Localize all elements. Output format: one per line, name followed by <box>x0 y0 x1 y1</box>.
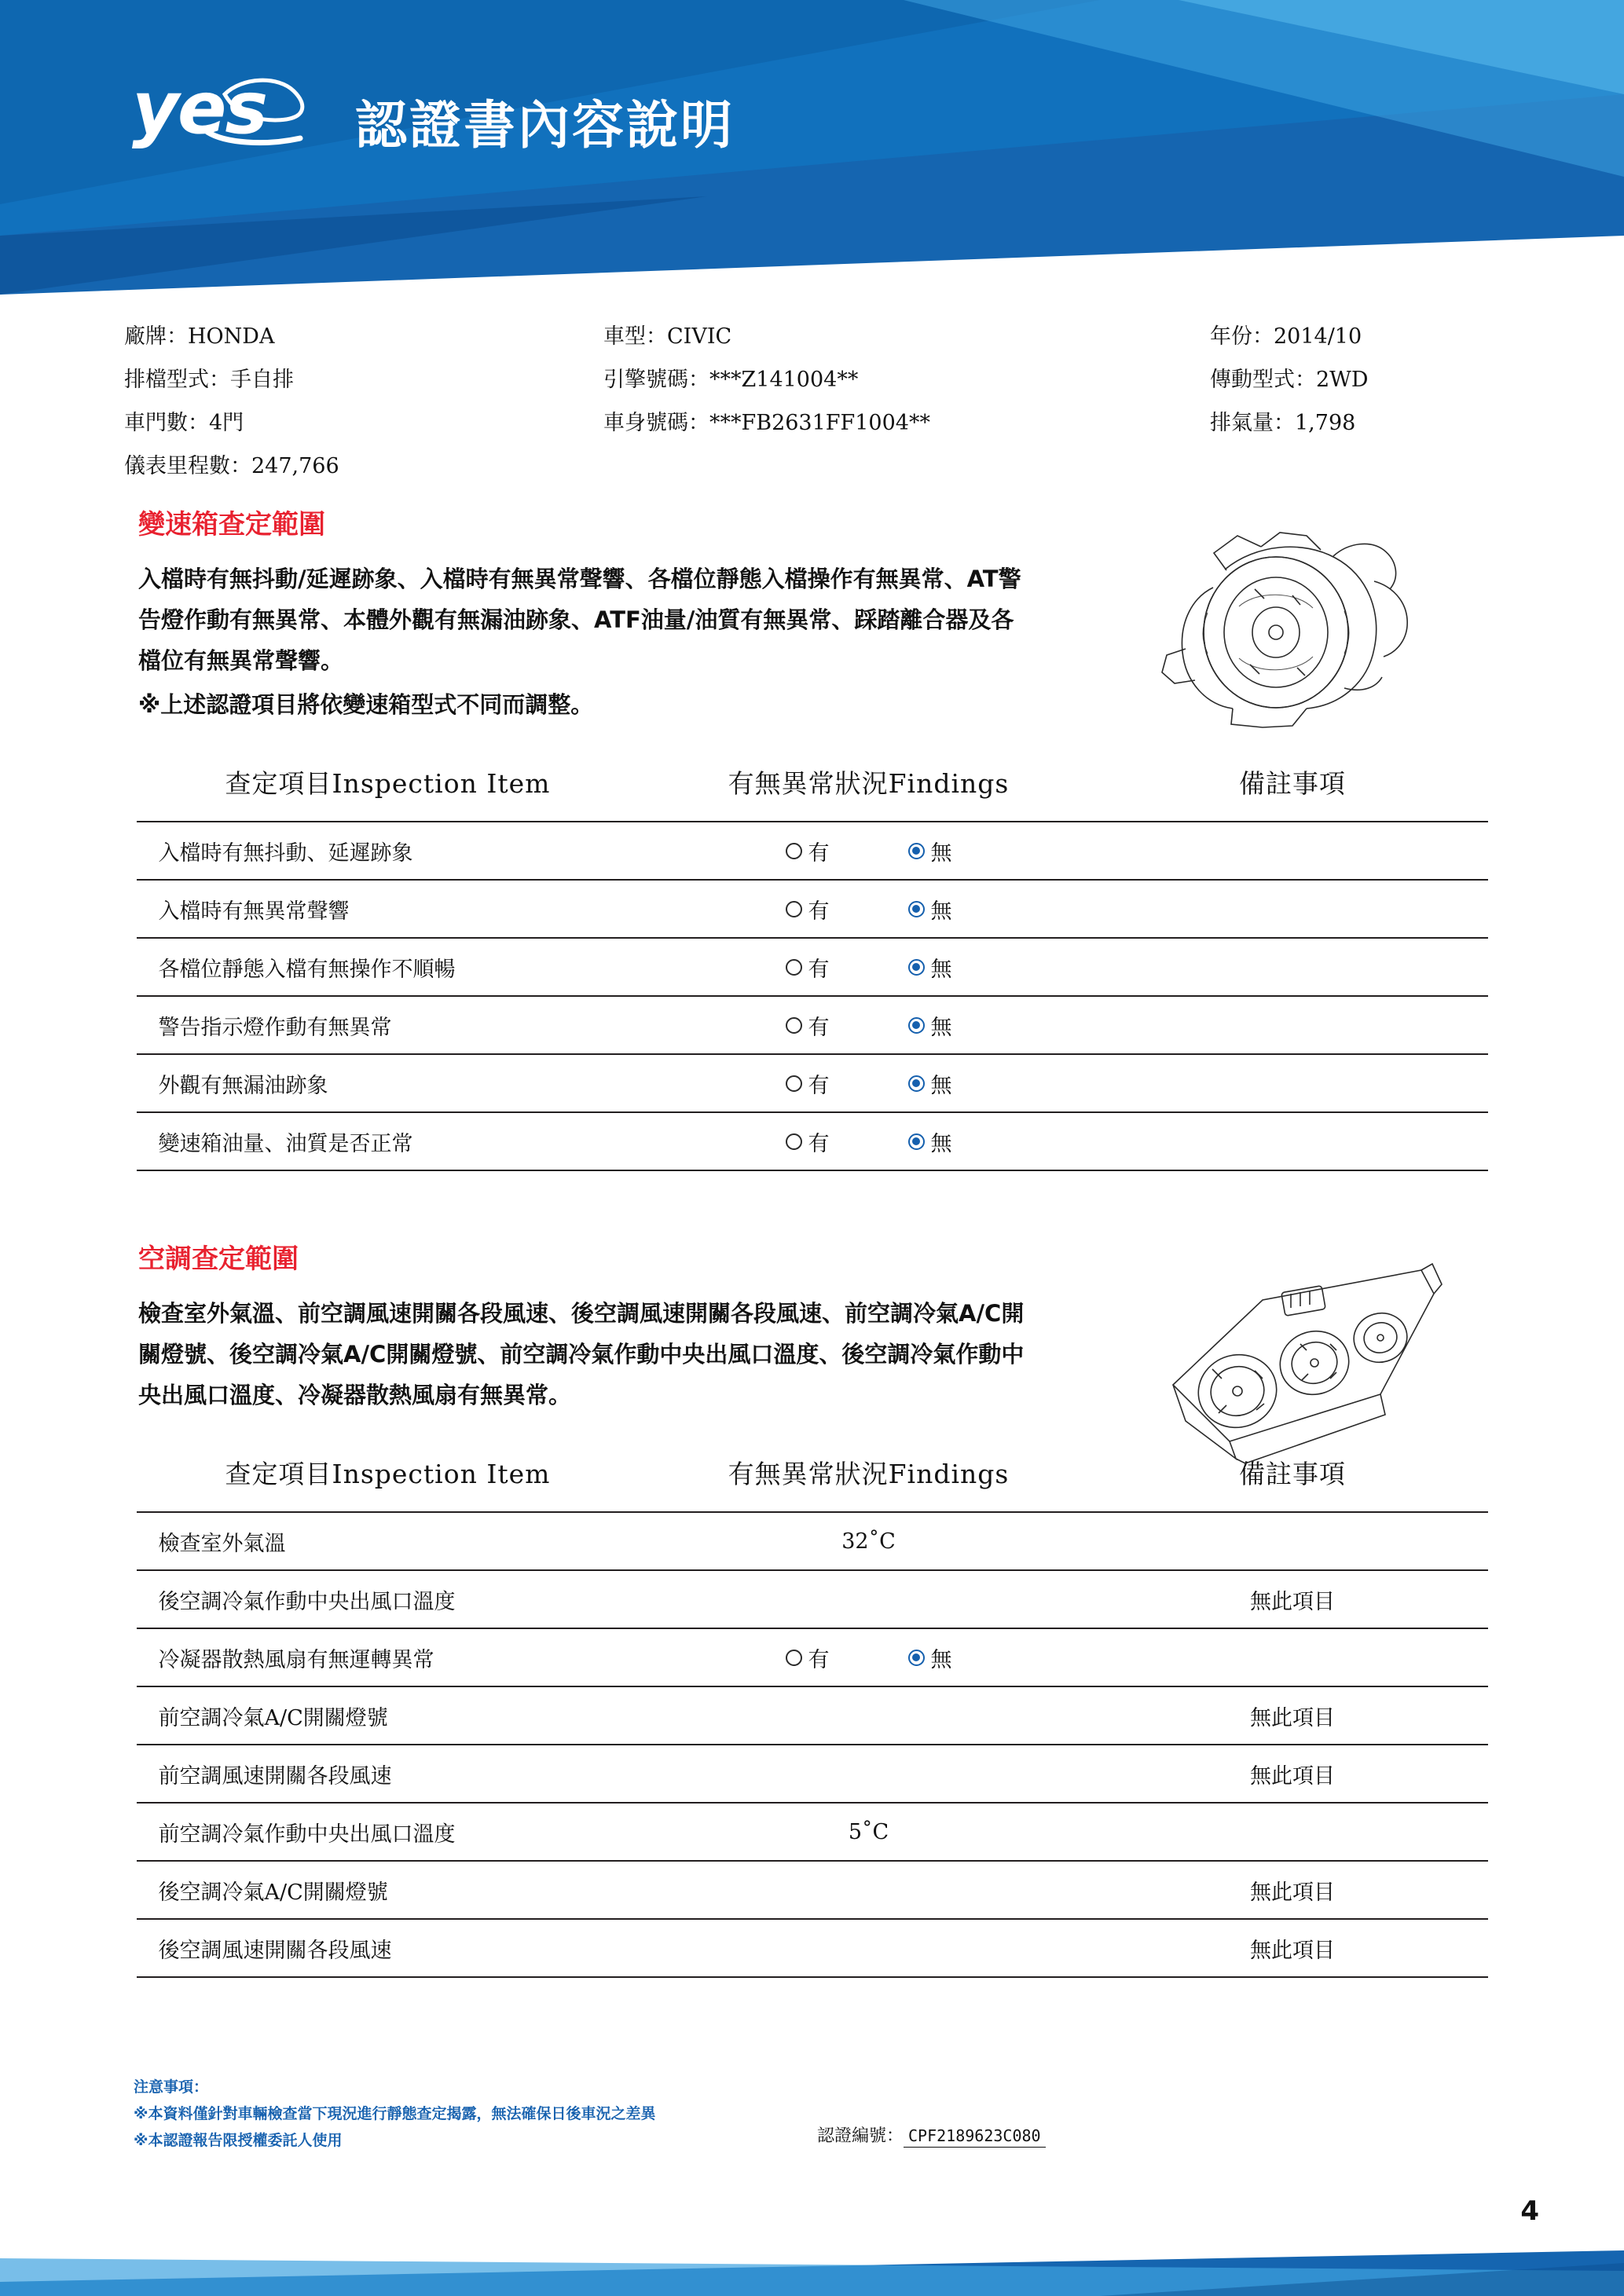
footer-notes <box>134 2074 655 2154</box>
inspection-item: 冷凝器散熱風扇有無運轉異常 <box>137 1628 640 1686</box>
transmission-illustration <box>1138 495 1437 734</box>
footer-notes-title: 注意事項： <box>134 2078 209 2096</box>
radio-dot-icon[interactable] <box>786 1650 802 1666</box>
radio-yes-label: 有 <box>808 1131 830 1156</box>
radio-dot-icon[interactable] <box>786 959 802 976</box>
radio-yes[interactable] <box>786 1642 830 1673</box>
remark-cell <box>1098 822 1488 880</box>
logo-text: yes <box>132 65 267 150</box>
radio-no-label: 無 <box>930 840 952 866</box>
table-row <box>137 996 1488 1054</box>
radio-no-label: 無 <box>930 957 952 982</box>
radio-dot-icon[interactable] <box>908 959 925 976</box>
table-row <box>137 880 1488 938</box>
radio-yes-label: 有 <box>808 1015 830 1040</box>
radio-dot-icon[interactable] <box>908 901 925 917</box>
table-row <box>137 938 1488 996</box>
remark-cell: 無此項目 <box>1098 1745 1488 1803</box>
section-air-conditioning <box>0 1237 1624 1978</box>
remark-cell <box>1098 1628 1488 1686</box>
radio-yes-label: 有 <box>808 957 830 982</box>
footer-note-2: ※本認證報告限授權委託人使用 <box>134 2132 343 2149</box>
vehicle-field: 車身號碼：***FB2631FF1004** <box>603 411 930 435</box>
table-row <box>137 1112 1488 1170</box>
inspection-item: 檢查室外氣溫 <box>137 1512 640 1570</box>
remark-cell <box>1098 938 1488 996</box>
page-number: 4 <box>1520 2195 1539 2227</box>
remark-cell <box>1098 1054 1488 1112</box>
vehicle-info-col-1 <box>124 315 339 488</box>
findings-cell <box>640 938 1098 996</box>
radio-group[interactable] <box>640 1642 1098 1673</box>
radio-group[interactable] <box>640 894 1098 925</box>
inspection-item: 警告指示燈作動有無異常 <box>137 996 640 1054</box>
vehicle-field: 引擎號碼：***Z141004** <box>603 368 859 392</box>
table-row <box>137 1919 1488 1977</box>
radio-yes[interactable] <box>786 836 830 866</box>
remark-cell <box>1098 1112 1488 1170</box>
findings-cell <box>640 1628 1098 1686</box>
radio-group[interactable] <box>640 952 1098 983</box>
vehicle-info <box>0 310 1624 483</box>
column-header-remark: 備註事項 <box>1239 768 1346 799</box>
column-header-item: 查定項目Inspection Item <box>225 1459 551 1489</box>
radio-group[interactable] <box>640 1068 1098 1099</box>
section-title: 空調查定範圍 <box>138 1243 299 1275</box>
inspection-item: 後空調冷氣A/C開關燈號 <box>137 1861 640 1919</box>
car-silhouette-icon <box>132 65 328 157</box>
radio-no-label: 無 <box>930 1015 952 1040</box>
findings-cell <box>640 996 1098 1054</box>
findings-cell <box>640 1054 1098 1112</box>
radio-dot-icon[interactable] <box>908 1075 925 1092</box>
radio-dot-icon[interactable] <box>908 843 925 859</box>
radio-group[interactable] <box>640 1126 1098 1157</box>
section-title: 變速箱查定範圍 <box>138 509 325 540</box>
findings-cell <box>640 1112 1098 1170</box>
inspection-item: 前空調風速開關各段風速 <box>137 1745 640 1803</box>
findings-cell: 32˚C <box>640 1512 1098 1570</box>
inspection-item: 前空調冷氣A/C開關燈號 <box>137 1686 640 1745</box>
ac-panel-drawing <box>1145 1253 1459 1489</box>
transmission-drawing <box>1138 495 1437 731</box>
radio-no[interactable] <box>908 836 952 866</box>
findings-cell <box>640 1861 1098 1919</box>
radio-no[interactable] <box>908 1126 952 1157</box>
table-row <box>137 1054 1488 1112</box>
table-header-row <box>137 763 1488 822</box>
vehicle-field: 車型：CIVIC <box>603 324 732 349</box>
inspection-item: 入檔時有無異常聲響 <box>137 880 640 938</box>
vehicle-field: 儀表里程數：247,766 <box>124 454 339 478</box>
radio-no[interactable] <box>908 1010 952 1041</box>
page-title: 認證書內容說明 <box>355 95 735 156</box>
remark-cell <box>1098 1803 1488 1861</box>
section-note: ※上述認證項目將依變速箱型式不同而調整。 <box>138 691 594 718</box>
table-row <box>137 1745 1488 1803</box>
section-description: 入檔時有無抖動/延遲跡象、入檔時有無異常聲響、各檔位靜態入檔操作有無異常、AT警告燈作動有無異常、本體外觀有無漏油跡象、ATF油量/油質有無異常、踩踏離合器及各檔位有無異常聲響。 <box>138 566 1021 674</box>
yes-logo-mark <box>132 65 328 157</box>
column-header-findings: 有無異常狀況Findings <box>728 1459 1010 1489</box>
radio-dot-icon[interactable] <box>786 1075 802 1092</box>
radio-group[interactable] <box>640 1010 1098 1041</box>
radio-no-label: 無 <box>930 1073 952 1098</box>
inspection-item: 變速箱油量、油質是否正常 <box>137 1112 640 1170</box>
vehicle-field: 排氣量：1,798 <box>1210 411 1356 435</box>
table-row <box>137 1570 1488 1628</box>
findings-cell <box>640 822 1098 880</box>
radio-yes-label: 有 <box>808 1647 830 1672</box>
radio-dot-icon[interactable] <box>908 1133 925 1150</box>
findings-cell: 5˚C <box>640 1803 1098 1861</box>
radio-dot-icon[interactable] <box>908 1650 925 1666</box>
table-row <box>137 1861 1488 1919</box>
footer-band-graphic <box>0 2235 1624 2296</box>
radio-yes-label: 有 <box>808 1073 830 1098</box>
remark-cell: 無此項目 <box>1098 1861 1488 1919</box>
vehicle-field: 排檔型式：手自排 <box>124 368 294 392</box>
column-header-remark: 備註事項 <box>1239 1459 1346 1489</box>
remark-cell <box>1098 880 1488 938</box>
section-description: 檢查室外氣溫、前空調風速開關各段風速、後空調風速開關各段風速、前空調冷氣A/C開關燈號、後空調冷氣A/C開關燈號、前空調冷氣作動中央出風口溫度、後空調冷氣作動中央出風口溫度、冷凝器散熱風扇有無異常。 <box>138 1300 1025 1408</box>
vehicle-field: 傳動型式：2WD <box>1210 368 1369 392</box>
page-footer <box>0 2074 1624 2296</box>
findings-cell <box>640 880 1098 938</box>
radio-yes-label: 有 <box>808 899 830 924</box>
radio-dot-icon[interactable] <box>786 843 802 859</box>
certificate-number <box>817 2122 1046 2147</box>
vehicle-field: 車門數：4門 <box>124 411 244 435</box>
inspection-item: 各檔位靜態入檔有無操作不順暢 <box>137 938 640 996</box>
radio-no-label: 無 <box>930 1647 952 1672</box>
radio-no[interactable] <box>908 1642 952 1673</box>
inspection-item: 後空調風速開關各段風速 <box>137 1919 640 1977</box>
findings-cell <box>640 1686 1098 1745</box>
vehicle-field: 年份：2014/10 <box>1210 324 1362 349</box>
column-header-item: 查定項目Inspection Item <box>225 768 551 799</box>
ac-inspection-table <box>137 1453 1488 1978</box>
certificate-number-value: CPF2189623C080 <box>904 2126 1046 2148</box>
radio-dot-icon[interactable] <box>786 901 802 917</box>
radio-dot-icon[interactable] <box>908 1017 925 1034</box>
certificate-number-label: 認證編號： <box>817 2126 904 2146</box>
radio-yes[interactable] <box>786 1126 830 1157</box>
radio-no[interactable] <box>908 952 952 983</box>
brand-logo <box>132 65 735 158</box>
findings-cell <box>640 1570 1098 1628</box>
table-row <box>137 822 1488 880</box>
radio-dot-icon[interactable] <box>786 1133 802 1150</box>
radio-group[interactable] <box>640 836 1098 866</box>
table-row <box>137 1803 1488 1861</box>
table-row <box>137 1512 1488 1570</box>
remark-cell: 無此項目 <box>1098 1686 1488 1745</box>
remark-cell <box>1098 996 1488 1054</box>
findings-cell <box>640 1745 1098 1803</box>
ac-control-panel-illustration <box>1145 1253 1459 1492</box>
radio-no[interactable] <box>908 894 952 925</box>
inspection-item: 後空調冷氣作動中央出風口溫度 <box>137 1570 640 1628</box>
inspection-item: 入檔時有無抖動、延遲跡象 <box>137 822 640 880</box>
table-row <box>137 1686 1488 1745</box>
radio-yes[interactable] <box>786 952 830 983</box>
radio-yes[interactable] <box>786 1010 830 1041</box>
vehicle-info-col-3 <box>1210 315 1369 445</box>
column-header-findings: 有無異常狀況Findings <box>728 768 1010 799</box>
table-row <box>137 1628 1488 1686</box>
findings-cell <box>640 1919 1098 1977</box>
remark-cell: 無此項目 <box>1098 1570 1488 1628</box>
vehicle-field: 廠牌：HONDA <box>124 324 275 349</box>
radio-no-label: 無 <box>930 1131 952 1156</box>
vehicle-info-col-2 <box>603 315 930 445</box>
remark-cell <box>1098 1512 1488 1570</box>
footer-note-1: ※本資料僅針對車輛檢查當下現況進行靜態查定揭露，無法確保日後車況之差異 <box>134 2105 656 2122</box>
transmission-inspection-table <box>137 763 1488 1171</box>
page-header <box>0 0 1624 295</box>
radio-yes[interactable] <box>786 894 830 925</box>
section-transmission <box>0 503 1624 1171</box>
radio-yes[interactable] <box>786 1068 830 1099</box>
radio-no-label: 無 <box>930 899 952 924</box>
radio-yes-label: 有 <box>808 840 830 866</box>
remark-cell: 無此項目 <box>1098 1919 1488 1977</box>
radio-dot-icon[interactable] <box>786 1017 802 1034</box>
inspection-item: 前空調冷氣作動中央出風口溫度 <box>137 1803 640 1861</box>
radio-no[interactable] <box>908 1068 952 1099</box>
inspection-item: 外觀有無漏油跡象 <box>137 1054 640 1112</box>
